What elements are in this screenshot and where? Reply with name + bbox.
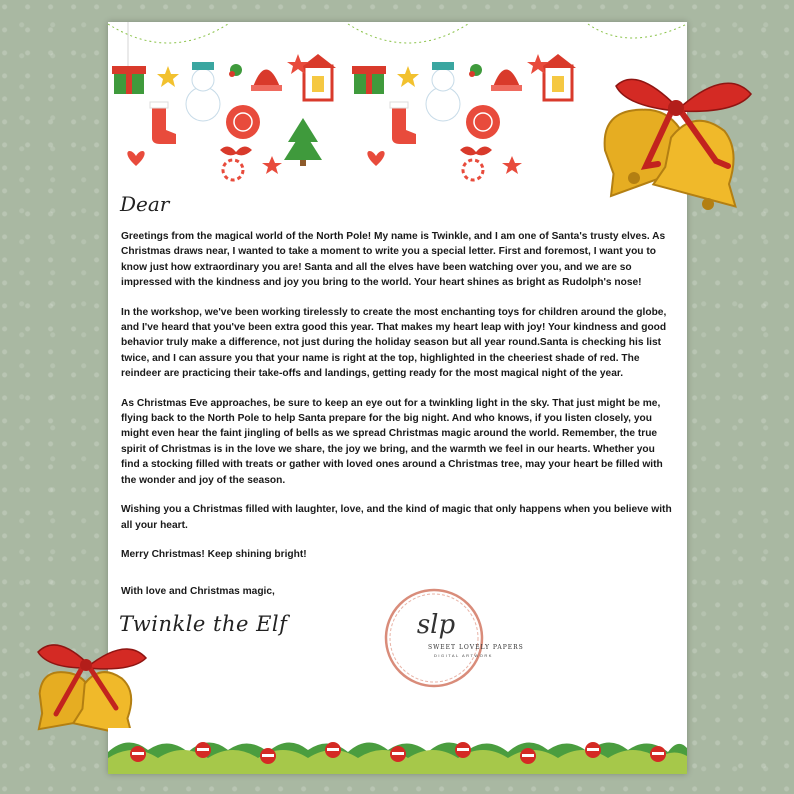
paragraph: Greetings from the magical world of the North Pole! My name is Twinkle, and I am one of Santa's trusty elves. As Christmas draws near, I wanted to take a moment to write you a special letter. First and foremost, I want you to know just how extraordinary you are! Santa and all the elves have been watching over you, and we are so impressed with the kindness and joy you bring to the world. Your heart shines as bright as Rudolph's nose! bbox=[121, 231, 666, 289]
logo-name: SWEET LOVELY PAPERS bbox=[428, 644, 524, 651]
closing-line: With love and Christmas magic, bbox=[121, 586, 275, 597]
paragraph: As Christmas Eve approaches, be sure to keep an eye out for a twinkling light in the sky. That just might be me, flying back to the North Pole to help Santa prepare for the big night. And who knows, if you listen closely, you might even hear the faint jingling of bells as we spread Christmas magic around the world. Remember, the true spirit of Christmas is in the love we share, the joy we bring, and the warmth we feel in our hearts. Whether you find a stocking filled with treats or gather with loved ones around a Christmas tree, may your heart be filled with the wonder and joy of the season. bbox=[121, 397, 663, 486]
greeting: Dear bbox=[120, 192, 170, 216]
ornament-set-left bbox=[112, 22, 336, 180]
signature: Twinkle the Elf bbox=[119, 612, 288, 636]
paragraph: In the workshop, we've been working tirelessly to create the most enchanting toys for children around the globe, and I've heard that you've been extra good this year. That makes my heart leap with joy! Your kindness and good behavior truly make a difference, not just during the holiday season but all year round.Santa is checking his list twice, and I can assure you that your name is right at the top, highlighted in the cheeriest shade of red. The reindeer are practicing their take-offs and landings, getting ready for the most magical night of the year. bbox=[121, 306, 667, 380]
ornament-set-right bbox=[352, 54, 576, 180]
letter-body bbox=[121, 229, 673, 576]
logo-initials: slp bbox=[416, 610, 456, 640]
brand-logo bbox=[368, 582, 528, 700]
logo-subtitle: DIGITAL ARTWORK bbox=[434, 653, 493, 658]
paragraph: Merry Christmas! Keep shining bright! bbox=[121, 548, 307, 560]
paragraph: Wishing you a Christmas filled with laughter, love, and the kind of magic that only happens when you believe with all your heart. bbox=[121, 504, 672, 531]
holly-garland-border bbox=[108, 728, 687, 774]
logo-ring-icon bbox=[368, 582, 528, 700]
bells-icon bbox=[576, 66, 766, 221]
